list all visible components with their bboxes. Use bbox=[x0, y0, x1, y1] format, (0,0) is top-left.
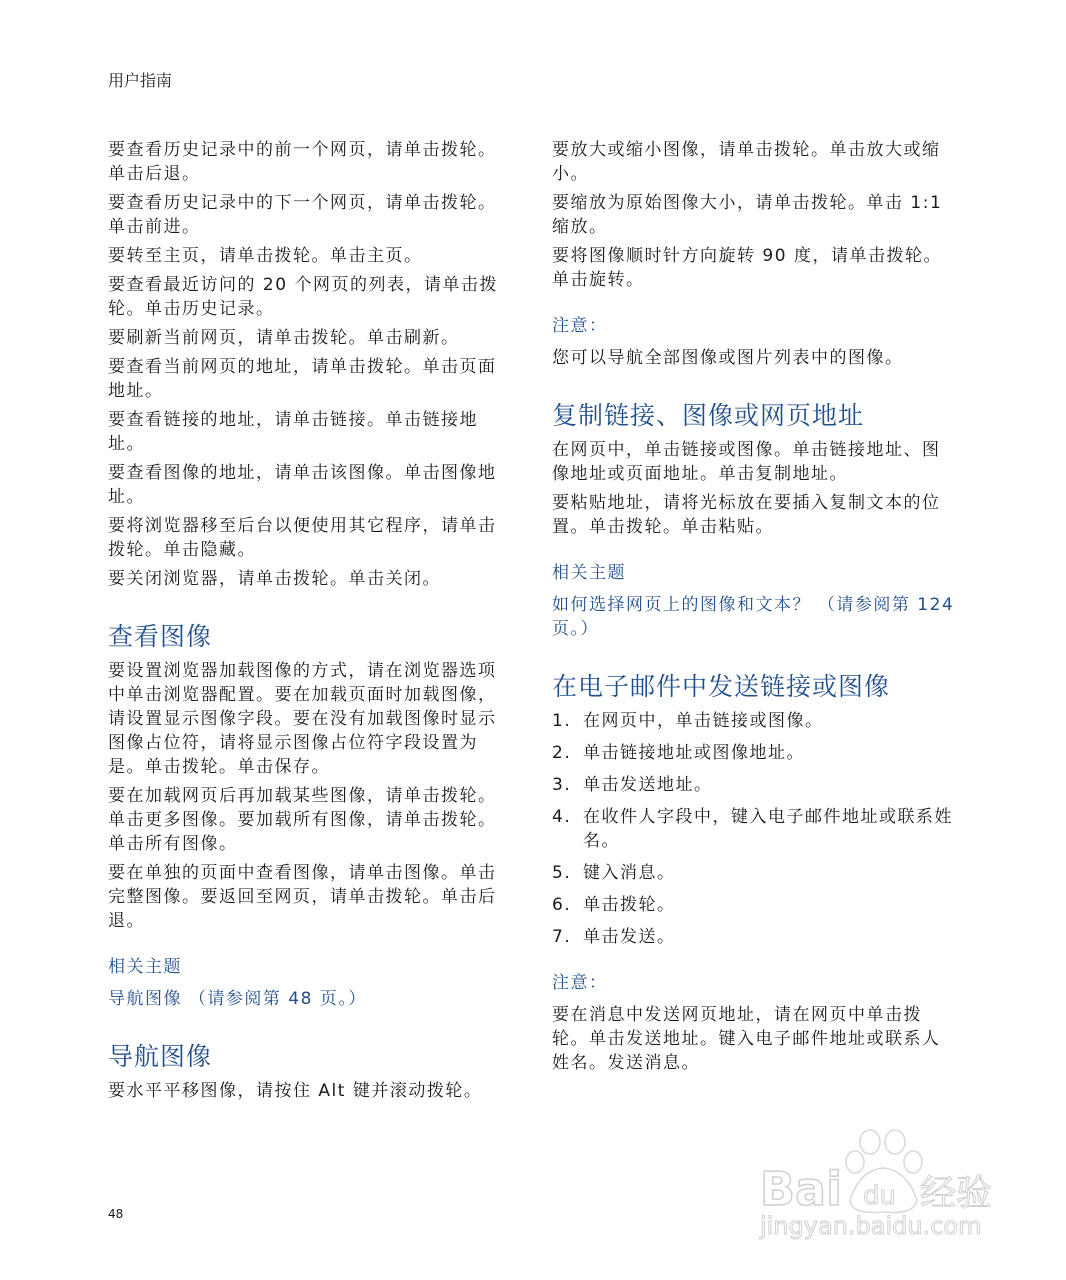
page-number: 48 bbox=[108, 1207, 124, 1221]
list-item bbox=[552, 709, 957, 733]
paragraph: 要在加载网页后再加载某些图像，请单击拨轮。单击更多图像。要加载所有图像，请单击拨轮。单击所有图像。 bbox=[108, 786, 497, 854]
list-item bbox=[552, 773, 957, 797]
step-number: 6. bbox=[552, 895, 572, 915]
svg-text:经验: 经验 bbox=[920, 1173, 993, 1214]
related-link-select-images-text[interactable]: 如何选择网页上的图像和文本？ （请参阅第 124 页。） bbox=[552, 595, 955, 639]
paragraph: 要关闭浏览器，请单击拨轮。单击关闭。 bbox=[108, 569, 441, 589]
paragraph: 要放大或缩小图像，请单击拨轮。单击放大或缩小。 bbox=[552, 140, 941, 184]
step-text: 键入消息。 bbox=[583, 863, 676, 883]
related-topics-label: 相关主题 bbox=[552, 563, 626, 583]
step-number: 7. bbox=[552, 927, 572, 947]
step-text: 单击发送。 bbox=[583, 927, 676, 947]
step-number: 4. bbox=[552, 807, 572, 827]
left-column bbox=[108, 138, 513, 1108]
paragraph: 要将浏览器移至后台以便使用其它程序，请单击拨轮。单击隐藏。 bbox=[108, 516, 497, 560]
note-label: 注意： bbox=[552, 316, 608, 336]
svg-text:du: du bbox=[863, 1181, 896, 1211]
paragraph: 要在单独的页面中查看图像，请单击图像。单击完整图像。要返回至网页，请单击拨轮。单击后退。 bbox=[108, 863, 497, 931]
paragraph: 要查看当前网页的地址，请单击拨轮。单击页面地址。 bbox=[108, 357, 497, 401]
related-link-navigate-images[interactable]: 导航图像 （请参阅第 48 页。） bbox=[108, 989, 367, 1009]
step-number: 3. bbox=[552, 775, 572, 795]
step-text: 单击链接地址或图像地址。 bbox=[583, 743, 805, 763]
list-item bbox=[552, 805, 957, 853]
step-text: 单击拨轮。 bbox=[583, 895, 676, 915]
paragraph: 要转至主页，请单击拨轮。单击主页。 bbox=[108, 246, 423, 266]
step-number: 5. bbox=[552, 863, 572, 883]
section-heading-view-images: 查看图像 bbox=[108, 622, 213, 651]
paragraph: 要刷新当前网页，请单击拨轮。单击刷新。 bbox=[108, 328, 460, 348]
list-item bbox=[552, 925, 957, 949]
list-item bbox=[552, 861, 957, 885]
paragraph: 要查看最近访问的 20 个网页的列表，请单击拨轮。单击历史记录。 bbox=[108, 275, 498, 319]
list-item bbox=[552, 741, 957, 765]
paragraph: 要查看链接的地址，请单击链接。单击链接地址。 bbox=[108, 410, 478, 454]
note-label: 注意： bbox=[552, 973, 608, 993]
paragraph: 要设置浏览器加载图像的方式，请在浏览器选项中单击浏览器配置。要在加载页面时加载图像，请设置显示图像字段。要在没有加载图像时显示图像占位符，请将显示图像占位符字段设置为是。单击拨轮。单击保存。 bbox=[108, 661, 497, 777]
step-number: 1. bbox=[552, 711, 572, 731]
section-heading-copy: 复制链接、图像或网页地址 bbox=[552, 401, 865, 430]
paragraph: 要将图像顺时针方向旋转 90 度，请单击拨轮。单击旋转。 bbox=[552, 246, 942, 290]
paragraph: 要查看历史记录中的前一个网页，请单击拨轮。单击后退。 bbox=[108, 140, 497, 184]
svg-text:Bai: Bai bbox=[760, 1162, 842, 1216]
related-topics-label: 相关主题 bbox=[108, 957, 182, 977]
paragraph: 要水平平移图像，请按住 Alt 键并滚动拨轮。 bbox=[108, 1081, 483, 1101]
paragraph: 要查看历史记录中的下一个网页，请单击拨轮。单击前进。 bbox=[108, 193, 497, 237]
steps-list bbox=[552, 709, 957, 949]
paragraph: 要缩放为原始图像大小，请单击拨轮。单击 1:1 缩放。 bbox=[552, 193, 943, 237]
step-text: 单击发送地址。 bbox=[583, 775, 713, 795]
baidu-watermark-logo bbox=[755, 1120, 1005, 1240]
paragraph: 在网页中，单击链接或图像。单击链接地址、图像地址或页面地址。单击复制地址。 bbox=[552, 440, 941, 484]
right-column bbox=[552, 138, 957, 1080]
step-text: 在网页中，单击链接或图像。 bbox=[583, 711, 824, 731]
section-heading-send: 在电子邮件中发送链接或图像 bbox=[552, 672, 891, 701]
running-header: 用户指南 bbox=[108, 71, 173, 90]
section-heading-navigate-images: 导航图像 bbox=[108, 1042, 213, 1071]
note-text: 要在消息中发送网页地址，请在网页中单击拨轮。单击发送地址。键入电子邮件地址或联系人姓名。发送消息。 bbox=[552, 1005, 941, 1073]
step-text: 在收件人字段中，键入电子邮件地址或联系姓名。 bbox=[583, 807, 953, 851]
paragraph: 要查看图像的地址，请单击该图像。单击图像地址。 bbox=[108, 463, 497, 507]
step-number: 2. bbox=[552, 743, 572, 763]
svg-text:jingyan.baidu.com: jingyan.baidu.com bbox=[760, 1212, 982, 1240]
list-item bbox=[552, 893, 957, 917]
note-text: 您可以导航全部图像或图片列表中的图像。 bbox=[552, 348, 904, 368]
paragraph: 要粘贴地址，请将光标放在要插入复制文本的位置。单击拨轮。单击粘贴。 bbox=[552, 493, 941, 537]
